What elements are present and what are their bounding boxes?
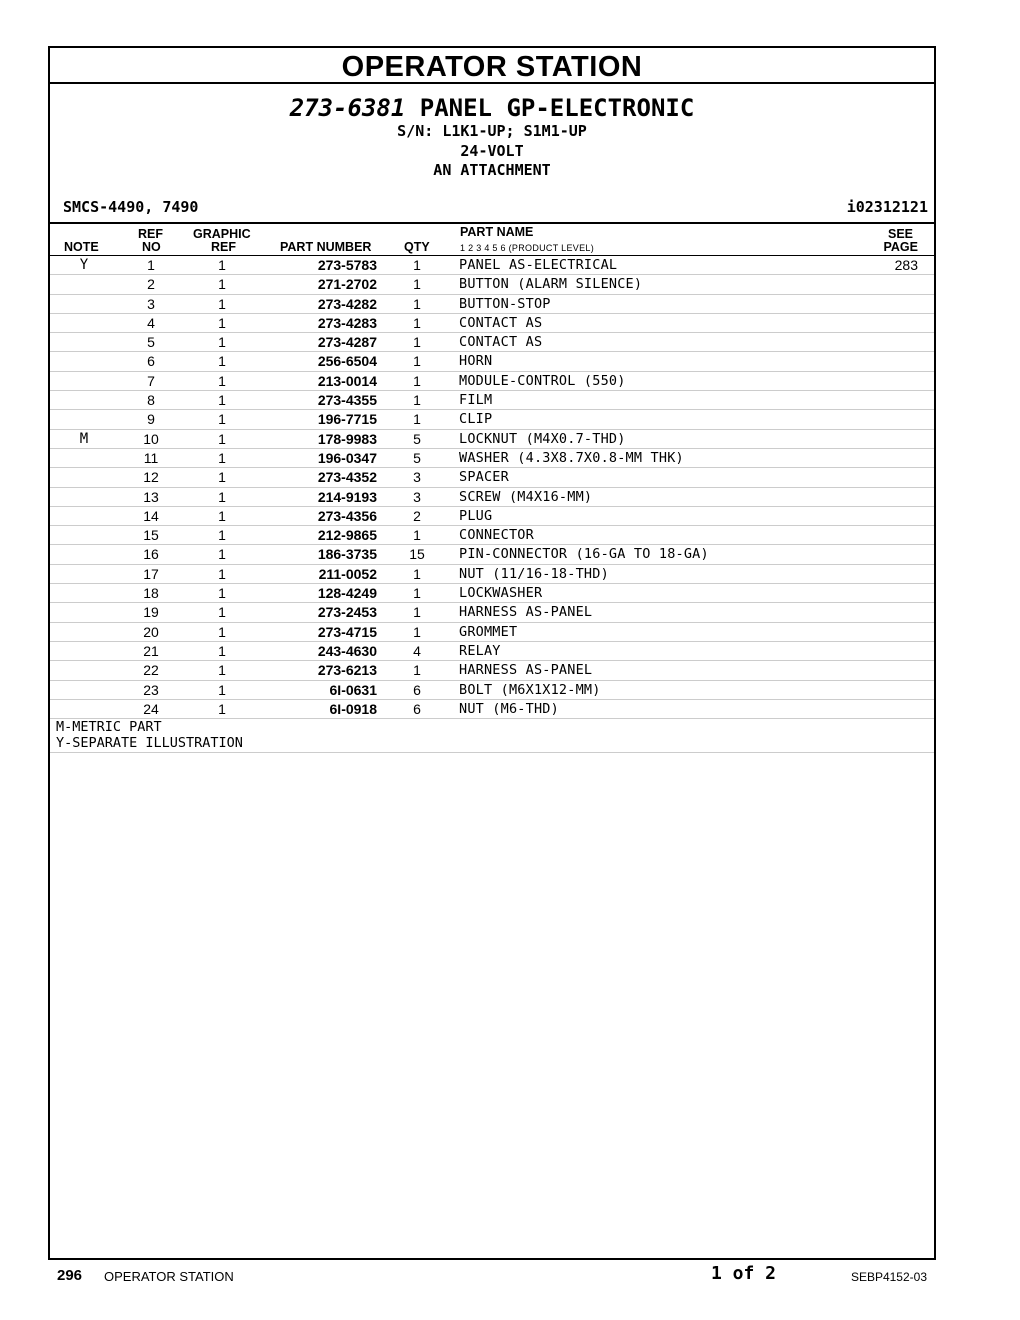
- col-note: NOTE: [64, 240, 99, 254]
- serial-range: S/N: L1K1-UP; S1M1-UP: [397, 122, 587, 140]
- row-part-name: BUTTON (ALARM SILENCE): [459, 276, 643, 293]
- row-qty: 5: [413, 430, 421, 447]
- footer-section: OPERATOR STATION: [104, 1269, 234, 1284]
- voltage: 24-VOLT: [460, 141, 524, 160]
- row-part-name: LOCKNUT (M4X0.7-THD): [459, 430, 626, 447]
- row-graphic-ref: 1: [218, 585, 226, 602]
- row-graphic-ref: 1: [218, 430, 226, 447]
- col-see-top: SEE: [887, 227, 913, 241]
- row-note: M: [79, 430, 89, 447]
- row-qty: 3: [413, 469, 421, 486]
- row-ref-no: 15: [143, 527, 159, 544]
- row-qty: 2: [413, 507, 421, 524]
- row-ref-no: 11: [143, 449, 159, 466]
- table-row: [50, 642, 934, 661]
- column-headers: [50, 222, 934, 256]
- row-part-name: LOCKWASHER: [459, 585, 543, 602]
- section-title: OPERATOR STATION: [50, 48, 934, 84]
- row-ref-no: 2: [147, 276, 155, 293]
- row-qty: 4: [413, 642, 421, 659]
- row-qty: 3: [413, 488, 421, 505]
- row-ref-no: 9: [147, 411, 155, 428]
- row-qty: 1: [413, 662, 421, 679]
- row-part-name: RELAY: [459, 642, 501, 659]
- row-part-number: 6I-0631: [329, 681, 377, 698]
- row-part-number: 243-4630: [317, 642, 377, 659]
- row-part-name: CLIP: [459, 411, 493, 428]
- row-ref-no: 18: [143, 585, 159, 602]
- row-ref-no: 3: [147, 295, 155, 312]
- row-ref-no: 23: [143, 681, 159, 698]
- row-graphic-ref: 1: [218, 488, 226, 505]
- row-part-number: 273-4352: [317, 469, 377, 486]
- col-qty: QTY: [404, 240, 430, 254]
- row-qty: 1: [413, 314, 421, 331]
- row-ref-no: 13: [143, 488, 159, 505]
- col-ref-top: REF: [138, 227, 163, 241]
- row-qty: 1: [413, 565, 421, 582]
- row-graphic-ref: 1: [218, 469, 226, 486]
- col-ref-bottom: NO: [142, 240, 161, 254]
- row-part-name: BOLT (M6X1X12-MM): [459, 681, 601, 698]
- row-qty: 1: [413, 585, 421, 602]
- col-part-number: PART NUMBER: [280, 240, 372, 254]
- col-graphic-bottom: REF: [211, 240, 236, 254]
- row-part-number: 214-9193: [317, 488, 377, 505]
- table-row: [50, 372, 934, 391]
- table-row: [50, 410, 934, 429]
- table-row: [50, 700, 934, 719]
- row-part-number: 273-4356: [317, 507, 377, 524]
- row-qty: 15: [409, 546, 425, 563]
- row-part-number: 213-0014: [317, 372, 377, 389]
- row-part-name: PIN-CONNECTOR (16-GA TO 18-GA): [459, 546, 709, 563]
- row-part-name: CONTACT AS: [459, 314, 543, 331]
- footer-page-of: 1 of 2: [711, 1263, 777, 1284]
- table-row: [50, 488, 934, 507]
- row-qty: 6: [413, 700, 421, 717]
- row-part-number: 178-9983: [317, 430, 377, 447]
- table-row: [50, 526, 934, 545]
- table-row: [50, 275, 934, 294]
- table-row: [50, 681, 934, 700]
- row-ref-no: 12: [143, 469, 159, 486]
- row-part-name: NUT (11/16-18-THD): [459, 565, 609, 582]
- row-part-number: 271-2702: [317, 276, 377, 293]
- parts-page-frame: [48, 46, 936, 1260]
- table-row: [50, 295, 934, 314]
- row-ref-no: 1: [147, 257, 155, 273]
- row-ref-no: 8: [147, 392, 155, 409]
- row-part-name: HARNESS AS-PANEL: [459, 604, 593, 621]
- row-part-number: 273-2453: [317, 604, 377, 621]
- row-qty: 5: [413, 449, 421, 466]
- row-part-name: MODULE-CONTROL (550): [459, 372, 626, 389]
- row-part-number: 196-0347: [317, 449, 377, 466]
- row-part-name: HORN: [459, 353, 493, 370]
- table-row: [50, 352, 934, 371]
- row-part-number: 256-6504: [317, 353, 377, 370]
- product-level-legend: 1 2 3 4 5 6 (PRODUCT LEVEL): [460, 243, 594, 253]
- row-ref-no: 20: [143, 623, 159, 640]
- row-qty: 1: [413, 353, 421, 370]
- row-ref-no: 21: [143, 642, 159, 659]
- row-part-name: PLUG: [459, 507, 493, 524]
- row-part-number: 273-6213: [317, 662, 377, 679]
- table-row: [50, 507, 934, 526]
- page-footer: [57, 1263, 927, 1287]
- row-ref-no: 7: [147, 372, 155, 389]
- row-ref-no: 4: [147, 314, 155, 331]
- row-qty: 1: [413, 276, 421, 293]
- row-part-name: NUT (M6-THD): [459, 700, 559, 717]
- row-ref-no: 16: [143, 546, 159, 563]
- table-row: [50, 430, 934, 449]
- row-part-name: HARNESS AS-PANEL: [459, 662, 593, 679]
- row-graphic-ref: 1: [218, 565, 226, 582]
- row-ref-no: 17: [143, 565, 159, 582]
- row-graphic-ref: 1: [218, 295, 226, 312]
- table-row: [50, 545, 934, 564]
- table-row: [50, 391, 934, 410]
- row-part-number: 128-4249: [317, 585, 377, 602]
- row-graphic-ref: 1: [218, 662, 226, 679]
- row-part-number: 273-4355: [317, 392, 377, 409]
- row-part-number: 273-5783: [317, 257, 377, 273]
- table-row: [50, 333, 934, 352]
- row-qty: 1: [413, 295, 421, 312]
- table-row: [50, 584, 934, 603]
- row-qty: 1: [413, 334, 421, 351]
- row-graphic-ref: 1: [218, 604, 226, 621]
- row-part-name: WASHER (4.3X8.7X0.8-MM THK): [459, 449, 684, 466]
- table-row: [50, 468, 934, 487]
- note-metric: M-METRIC PART: [56, 719, 162, 736]
- attachment-note: AN ATTACHMENT: [433, 161, 551, 179]
- row-part-name: SCREW (M4X16-MM): [459, 488, 593, 505]
- row-qty: 1: [413, 392, 421, 409]
- footer-doc-id: SEBP4152-03: [850, 1270, 927, 1284]
- row-part-name: FILM: [459, 392, 493, 409]
- row-graphic-ref: 1: [218, 700, 226, 717]
- row-see-page: 283: [894, 257, 918, 273]
- row-graphic-ref: 1: [218, 642, 226, 659]
- col-part-name: PART NAME: [460, 225, 534, 239]
- row-qty: 1: [413, 411, 421, 428]
- table-row: [50, 449, 934, 468]
- table-row: [50, 256, 934, 275]
- row-graphic-ref: 1: [218, 527, 226, 544]
- row-part-number: 273-4287: [317, 334, 377, 351]
- row-part-number: 273-4283: [317, 314, 377, 331]
- row-note: Y: [79, 257, 89, 273]
- row-graphic-ref: 1: [218, 623, 226, 640]
- row-part-number: 273-4282: [317, 295, 377, 312]
- row-graphic-ref: 1: [218, 411, 226, 428]
- row-qty: 1: [413, 527, 421, 544]
- row-graphic-ref: 1: [218, 507, 226, 524]
- smcs-code: SMCS-4490, 7490: [63, 198, 199, 216]
- row-part-name: SPACER: [459, 469, 509, 486]
- notes-legend: [50, 719, 934, 753]
- row-part-number: 196-7715: [317, 411, 377, 428]
- table-row: [50, 603, 934, 622]
- row-graphic-ref: 1: [218, 392, 226, 409]
- part-title-line: [50, 94, 934, 122]
- row-ref-no: 14: [143, 507, 159, 524]
- row-part-name: CONTACT AS: [459, 334, 543, 351]
- row-graphic-ref: 1: [218, 546, 226, 563]
- row-qty: 1: [413, 372, 421, 389]
- row-ref-no: 22: [143, 662, 159, 679]
- row-graphic-ref: 1: [218, 276, 226, 293]
- row-graphic-ref: 1: [218, 314, 226, 331]
- note-separate-illustration: Y-SEPARATE ILLUSTRATION: [56, 734, 243, 751]
- row-part-name: CONNECTOR: [459, 527, 534, 544]
- table-row: [50, 314, 934, 333]
- parts-header: [50, 94, 934, 222]
- row-part-name: PANEL AS-ELECTRICAL: [459, 257, 618, 273]
- row-part-number: 186-3735: [317, 546, 377, 563]
- footer-page-number: 296: [57, 1267, 83, 1284]
- parts-list: [50, 256, 934, 719]
- illustration-id: i02312121: [846, 198, 928, 216]
- col-see-bottom: PAGE: [883, 240, 918, 254]
- row-ref-no: 24: [143, 700, 159, 717]
- row-graphic-ref: 1: [218, 257, 226, 273]
- row-part-name: GROMMET: [459, 623, 518, 640]
- row-graphic-ref: 1: [218, 372, 226, 389]
- row-graphic-ref: 1: [218, 681, 226, 698]
- row-ref-no: 10: [143, 430, 159, 447]
- row-graphic-ref: 1: [218, 449, 226, 466]
- row-part-number: 273-4715: [317, 623, 377, 640]
- row-part-number: 6I-0918: [329, 700, 377, 717]
- group-part-number: 273-6381: [289, 94, 406, 122]
- row-qty: 1: [413, 257, 421, 273]
- row-graphic-ref: 1: [218, 334, 226, 351]
- row-ref-no: 6: [147, 353, 155, 370]
- row-ref-no: 19: [143, 604, 159, 621]
- group-part-title: PANEL GP-ELECTRONIC: [419, 94, 695, 122]
- row-ref-no: 5: [147, 334, 155, 351]
- row-graphic-ref: 1: [218, 353, 226, 370]
- table-row: [50, 661, 934, 680]
- row-qty: 6: [413, 681, 421, 698]
- table-row: [50, 623, 934, 642]
- row-qty: 1: [413, 604, 421, 621]
- table-row: [50, 565, 934, 584]
- col-graphic-top: GRAPHIC: [193, 227, 251, 241]
- row-part-number: 212-9865: [317, 527, 377, 544]
- row-qty: 1: [413, 623, 421, 640]
- row-part-name: BUTTON-STOP: [459, 295, 551, 312]
- row-part-number: 211-0052: [318, 565, 377, 582]
